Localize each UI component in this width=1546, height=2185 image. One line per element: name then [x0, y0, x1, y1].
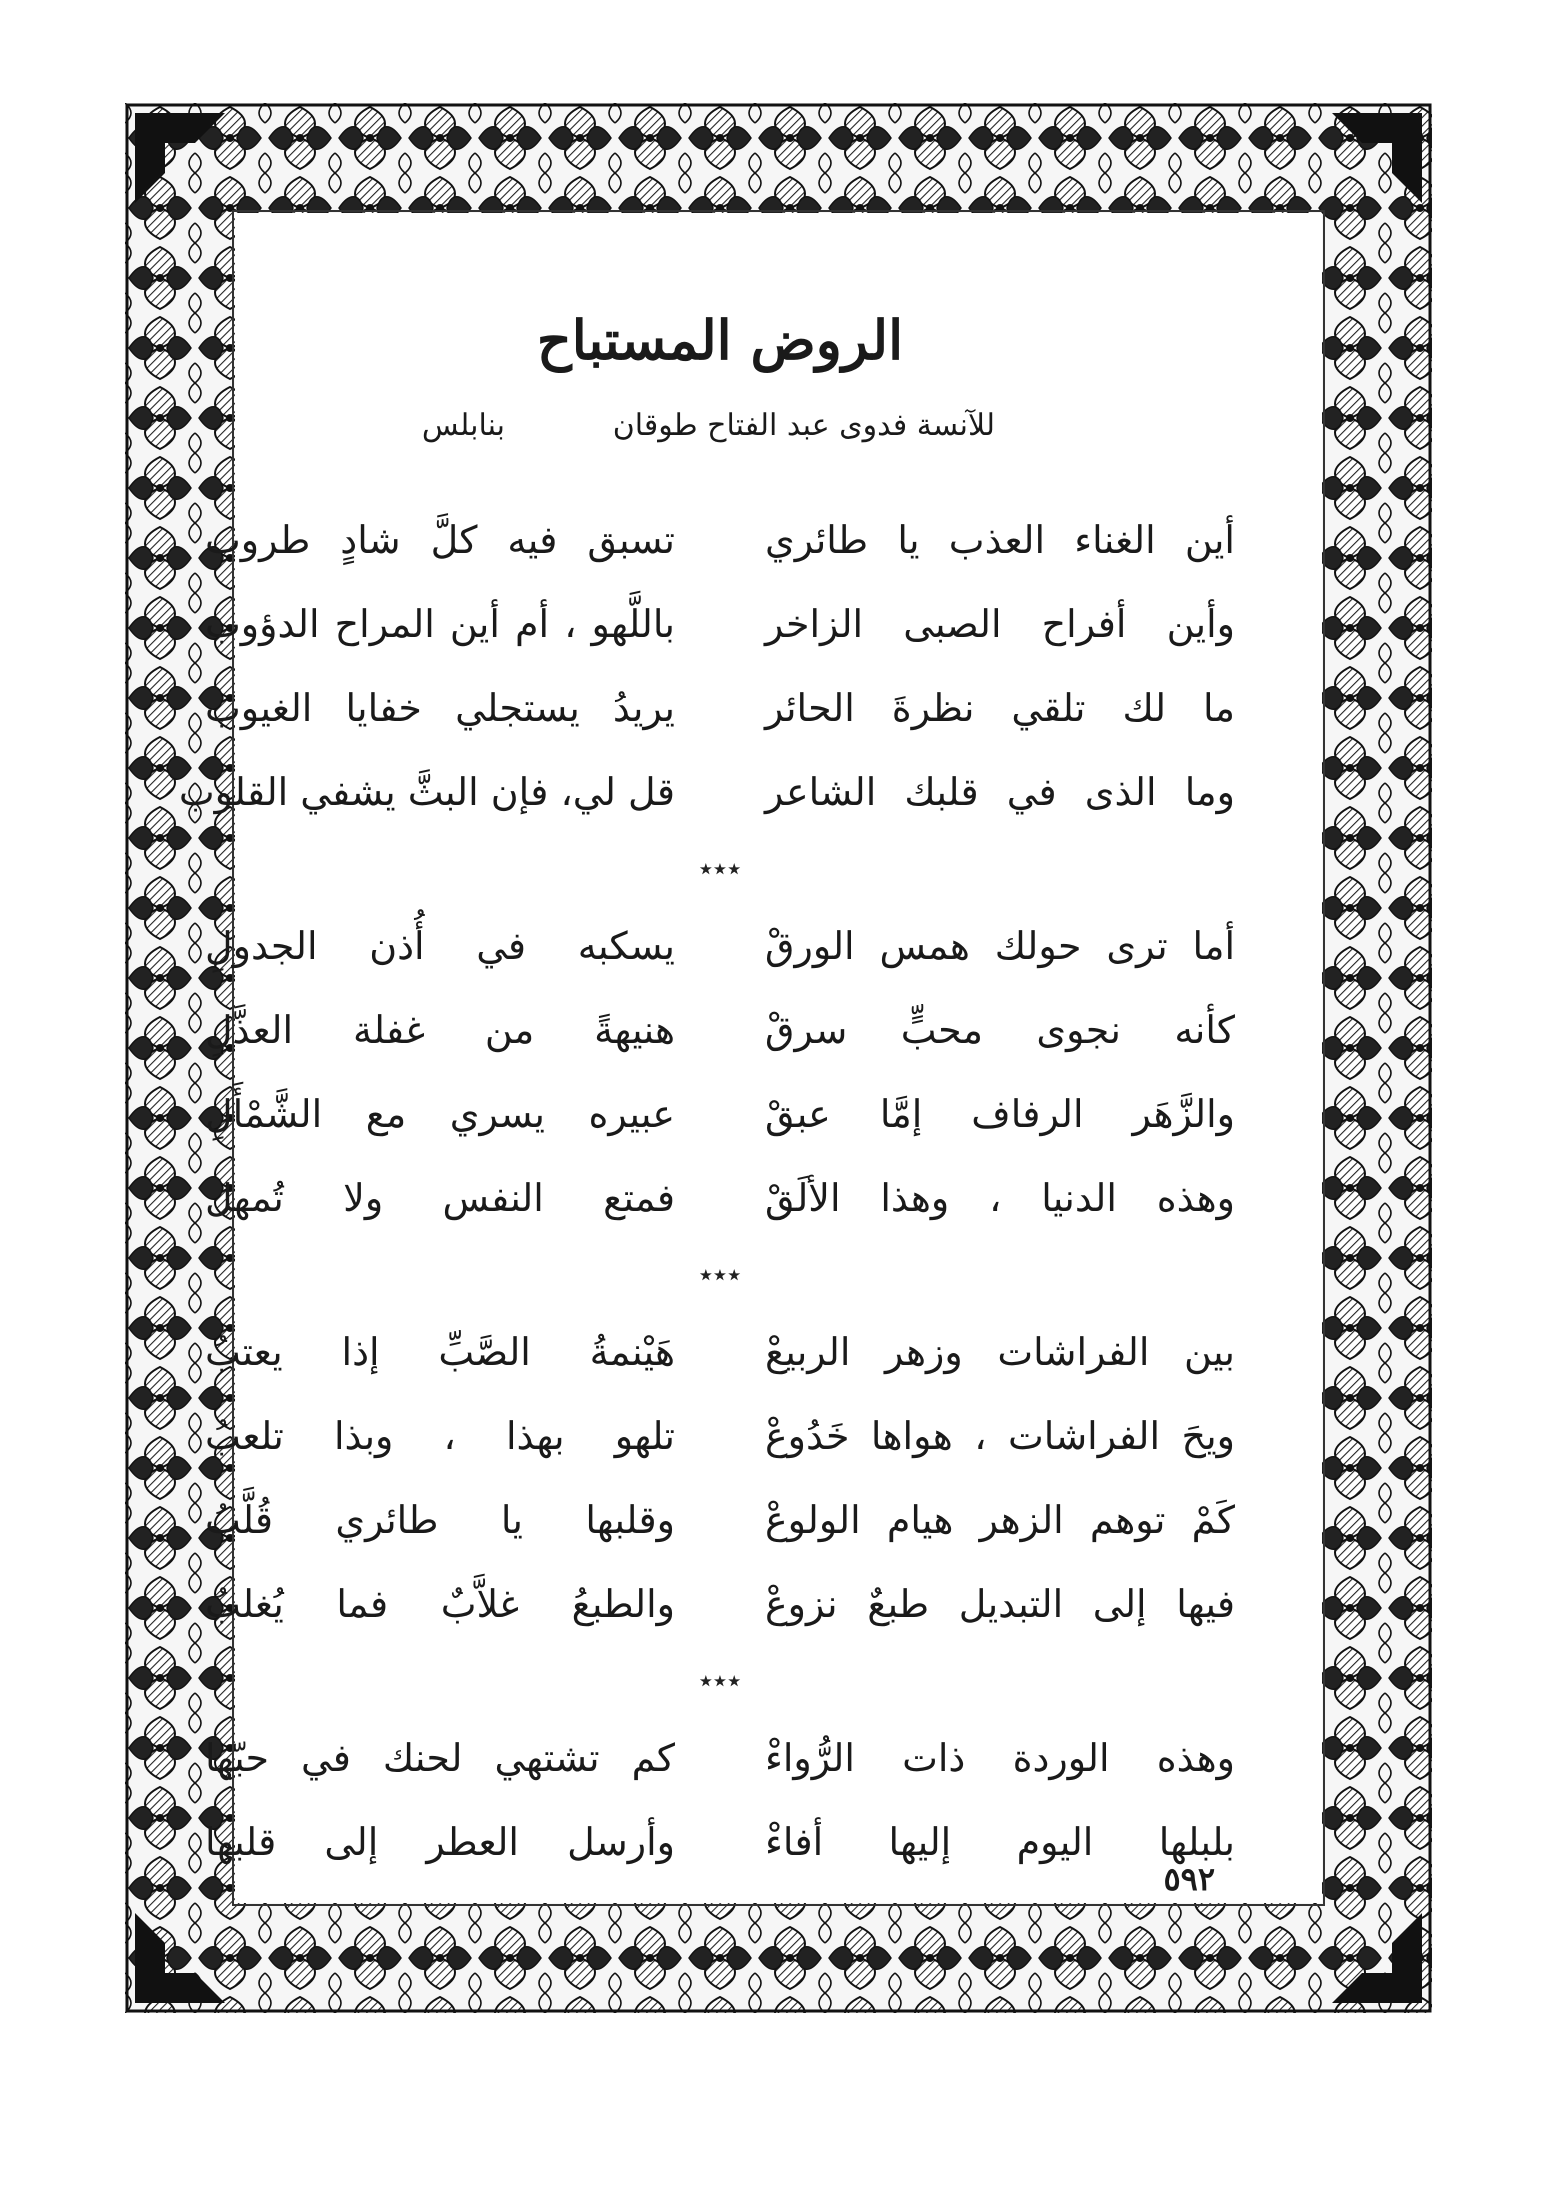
stanza-3 — [205, 1310, 1235, 1646]
verse — [205, 1478, 1235, 1562]
stanza-separator: ٭٭٭ — [698, 854, 742, 884]
stanza-4 — [205, 1716, 1235, 1884]
poem-title: الروض المستباح — [536, 308, 904, 372]
verse-first-hemistich: بلبلها اليوم إليها أفاءْ — [765, 1820, 1235, 1864]
verse — [178, 750, 1235, 834]
verse-second-hemistich: باللَّهو ، أم أين المراح الدؤوب — [205, 602, 675, 646]
verse-first-hemistich: بين الفراشات وزهر الربيعْ — [765, 1330, 1235, 1374]
verse-second-hemistich: قل لي، فإن البثَّ يشفي القلوب — [178, 770, 675, 814]
verse-first-hemistich: ويحَ الفراشات ، هواها خَدُوعْ — [765, 1414, 1235, 1458]
verse-second-hemistich: يريدُ يستجلي خفايا الغيوب — [205, 686, 675, 730]
verse-first-hemistich: فيها إلى التبديل طبعٌ نزوعْ — [765, 1582, 1235, 1626]
verse-first-hemistich: أين الغناء العذب يا طائري — [765, 518, 1235, 562]
verse — [205, 1800, 1235, 1884]
stanza-1 — [178, 498, 1235, 834]
verse-first-hemistich: وأين أفراح الصبى الزاخر — [765, 602, 1235, 646]
author-place: بنابلس — [421, 408, 505, 443]
verse-second-hemistich: عبيره يسري مع الشَّمْأَلِ — [205, 1092, 675, 1136]
stanza-separator: ٭٭٭ — [698, 1260, 742, 1290]
verse — [205, 582, 1235, 666]
verse-first-hemistich: أما ترى حولك همس الورقْ — [765, 924, 1235, 968]
poem-body — [178, 498, 1235, 1884]
verse-second-hemistich: تسبق فيه كلَّ شادٍ طروب — [205, 518, 675, 562]
byline — [205, 408, 1235, 458]
verse — [205, 1156, 1235, 1240]
verse — [205, 666, 1235, 750]
poem-page — [178, 218, 1235, 1913]
verse — [205, 904, 1235, 988]
verse-second-hemistich: وقلبها يا طائري قُلَّبُ — [205, 1498, 675, 1542]
verse-second-hemistich: والطبعُ غلاَّبٌ فما يُغلبُ — [205, 1582, 675, 1626]
verse-second-hemistich: وأرسل العطر إلى قلبها — [205, 1820, 675, 1864]
verse-first-hemistich: كَمْ توهم الزهر هيام الولوعْ — [765, 1498, 1235, 1542]
verse — [205, 1394, 1235, 1478]
author-name: للآنسة فدوى عبد الفتاح طوقان — [612, 408, 995, 443]
verse — [205, 988, 1235, 1072]
verse-second-hemistich: هنيهةً من غفلة العذَّلِ — [205, 1008, 675, 1052]
verse-first-hemistich: وهذه الدنيا ، وهذا الألَقْ — [765, 1176, 1235, 1220]
verse-second-hemistich: هَيْنمةُ الصَّبِّ إذا يعتبُ — [205, 1330, 675, 1374]
verse-first-hemistich: والزَّهَر الرفاف إمَّا عبقْ — [765, 1092, 1235, 1136]
stanza-2 — [205, 904, 1235, 1240]
verse — [205, 498, 1235, 582]
verse — [205, 1562, 1235, 1646]
verse-second-hemistich: كم تشتهي لحنك في حبّها — [205, 1736, 675, 1780]
verse-first-hemistich: وهذه الوردة ذات الرُّواءْ — [765, 1736, 1235, 1780]
verse — [205, 1310, 1235, 1394]
verse — [205, 1072, 1235, 1156]
verse — [205, 1716, 1235, 1800]
verse-first-hemistich: وما الذى في قلبك الشاعر — [765, 770, 1235, 814]
stanza-separator: ٭٭٭ — [698, 1666, 742, 1696]
verse-second-hemistich: تلهو بهذا ، وبذا تلعبُ — [205, 1414, 675, 1458]
verse-second-hemistich: يسكبه في أُذن الجدولِ — [205, 924, 675, 968]
verse-second-hemistich: فمتع النفس ولا تُمهل — [205, 1176, 675, 1220]
verse-first-hemistich: ما لك تلقي نظرةَ الحائر — [765, 686, 1235, 730]
verse-first-hemistich: كأنه نجوى محبٍّ سرقْ — [765, 1008, 1235, 1052]
page-number: ٥٩٢ — [1163, 1860, 1215, 1898]
